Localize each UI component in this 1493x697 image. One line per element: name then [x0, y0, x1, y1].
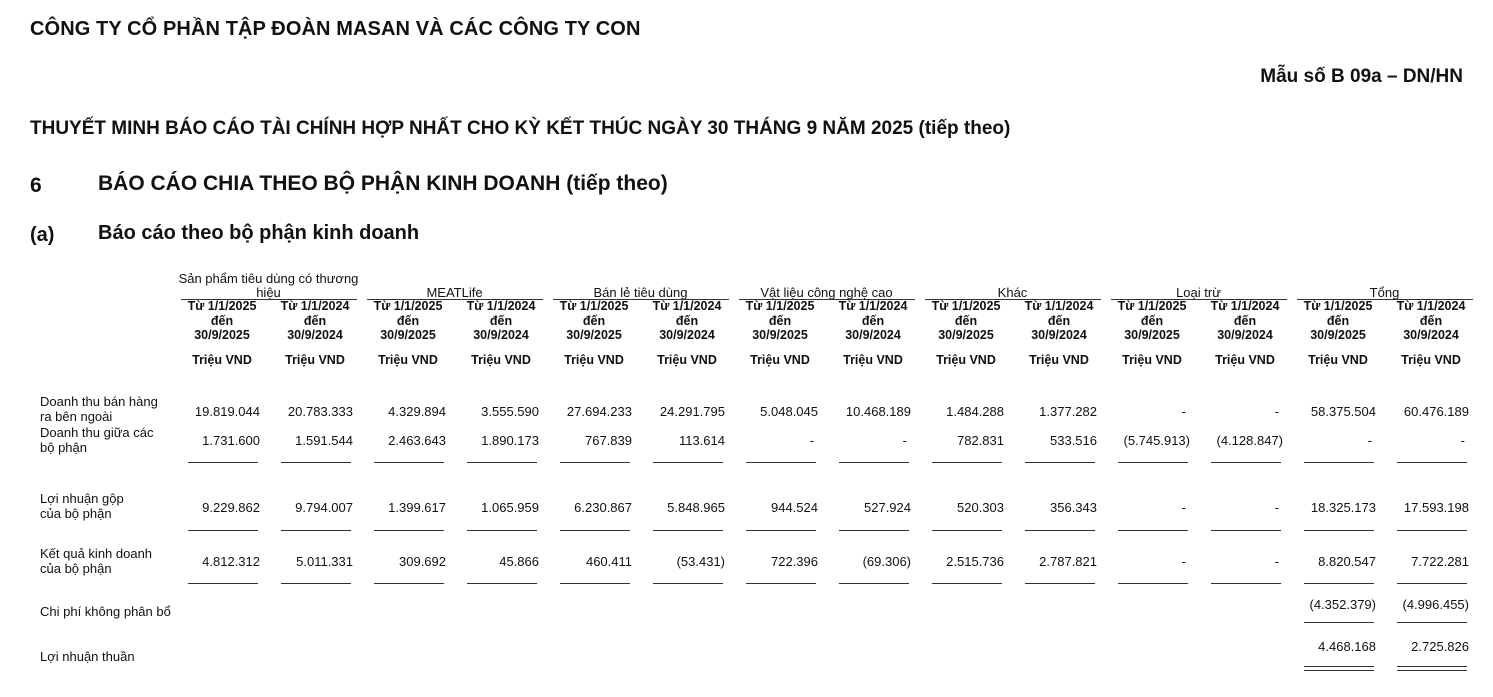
table-cell: -	[1274, 404, 1279, 419]
row-label-segment-result: Kết quả kinh doanh của bộ phận	[40, 546, 153, 576]
sum-underline	[560, 583, 630, 584]
unit-label: Triệu VND	[378, 353, 438, 367]
period-header: Từ 1/1/2024 đến 30/9/2024	[280, 299, 350, 342]
segment-header: Loại trừ	[1176, 285, 1221, 300]
sum-underline	[374, 462, 444, 463]
unit-label: Triệu VND	[285, 353, 345, 367]
unit-label: Triệu VND	[564, 353, 624, 367]
sum-underline	[560, 530, 630, 531]
unit-label: Triệu VND	[1401, 353, 1461, 367]
unit-label: Triệu VND	[843, 353, 903, 367]
table-cell: 356.343	[1050, 500, 1097, 515]
table-cell: 767.839	[585, 433, 632, 448]
row-label-inter-segment-revenue: Doanh thu giữa các bộ phận	[40, 425, 154, 455]
segment-header: Bán lẻ tiêu dùng	[593, 285, 688, 300]
table-cell: 18.325.173	[1310, 500, 1376, 515]
unit-label: Triệu VND	[936, 353, 996, 367]
table-cell: 2.787.821	[1039, 554, 1097, 569]
period-header: Từ 1/1/2024 đến 30/9/2024	[466, 299, 536, 342]
table-cell: -	[1274, 500, 1279, 515]
table-cell: 60.476.189	[1403, 404, 1469, 419]
table-cell: 722.396	[771, 554, 818, 569]
table-cell: -	[1460, 433, 1465, 448]
table-cell: 1.591.544	[295, 433, 353, 448]
subsection-number: (a)	[30, 224, 55, 246]
table-cell: 10.468.189	[845, 404, 911, 419]
sum-underline	[746, 530, 816, 531]
period-header: Từ 1/1/2025 đến 30/9/2025	[931, 299, 1001, 342]
table-cell: 8.820.547	[1318, 554, 1376, 569]
sum-underline	[1025, 462, 1095, 463]
table-cell: (4.128.847)	[1216, 433, 1283, 448]
sum-underline	[746, 583, 816, 584]
table-cell: 24.291.795	[659, 404, 725, 419]
table-cell: -	[902, 433, 907, 448]
period-header: Từ 1/1/2025 đến 30/9/2025	[1117, 299, 1187, 342]
table-cell: -	[809, 433, 814, 448]
sum-underline	[1304, 530, 1374, 531]
sum-underline	[1304, 462, 1374, 463]
period-header: Từ 1/1/2025 đến 30/9/2025	[1303, 299, 1373, 342]
sum-underline	[560, 462, 630, 463]
sum-underline	[932, 462, 1002, 463]
sum-underline	[653, 530, 723, 531]
unit-label: Triệu VND	[657, 353, 717, 367]
row-label-external-revenue: Doanh thu bán hàng ra bên ngoài	[40, 394, 158, 424]
table-cell: 1.065.959	[481, 500, 539, 515]
table-cell: 17.593.198	[1403, 500, 1469, 515]
section-title: BÁO CÁO CHIA THEO BỘ PHẬN KINH DOANH (tiếp theo)	[98, 172, 668, 195]
table-cell: (69.306)	[862, 554, 911, 569]
table-cell: 5.048.045	[760, 404, 818, 419]
period-header: Từ 1/1/2024 đến 30/9/2024	[1024, 299, 1094, 342]
table-cell: 1.890.173	[481, 433, 539, 448]
section-number: 6	[30, 174, 42, 197]
table-cell: 2.725.826	[1411, 639, 1469, 654]
company-name: CÔNG TY CỔ PHẦN TẬP ĐOÀN MASAN VÀ CÁC CÔNG TY CON	[30, 18, 641, 40]
sum-underline	[281, 583, 351, 584]
sum-underline	[1025, 583, 1095, 584]
sum-underline	[188, 583, 258, 584]
segment-header: Vật liệu công nghệ cao	[760, 285, 893, 300]
period-header: Từ 1/1/2024 đến 30/9/2024	[652, 299, 722, 342]
sum-underline	[188, 462, 258, 463]
table-cell: 944.524	[771, 500, 818, 515]
sum-underline	[281, 462, 351, 463]
table-cell: (53.431)	[676, 554, 725, 569]
segment-header: Sản phẩm tiêu dùng có thương hiệu	[178, 271, 359, 300]
subsection-title: Báo cáo theo bộ phận kinh doanh	[98, 222, 420, 244]
table-cell: 6.230.867	[574, 500, 632, 515]
sum-underline	[839, 462, 909, 463]
table-cell: 58.375.504	[1310, 404, 1376, 419]
sum-underline	[1025, 530, 1095, 531]
sum-underline	[1118, 462, 1188, 463]
table-cell: -	[1367, 433, 1372, 448]
unit-label: Triệu VND	[1308, 353, 1368, 367]
table-cell: 520.303	[957, 500, 1004, 515]
table-cell: 2.463.643	[388, 433, 446, 448]
unit-label: Triệu VND	[1122, 353, 1182, 367]
table-cell: -	[1274, 554, 1279, 569]
table-cell: -	[1181, 554, 1186, 569]
table-cell: 4.812.312	[202, 554, 260, 569]
period-header: Từ 1/1/2025 đến 30/9/2025	[373, 299, 443, 342]
period-header: Từ 1/1/2025 đến 30/9/2025	[559, 299, 629, 342]
table-cell: 20.783.333	[287, 404, 353, 419]
sum-underline	[467, 530, 537, 531]
table-cell: 527.924	[864, 500, 911, 515]
sum-underline	[839, 583, 909, 584]
sum-underline	[932, 583, 1002, 584]
table-cell: 309.692	[399, 554, 446, 569]
sum-underline	[1211, 530, 1281, 531]
sum-underline	[653, 583, 723, 584]
table-cell: 9.794.007	[295, 500, 353, 515]
table-cell: -	[1181, 500, 1186, 515]
row-label-gross-profit: Lợi nhuận gộp của bộ phận	[40, 491, 124, 521]
unit-label: Triệu VND	[1029, 353, 1089, 367]
sum-underline	[653, 462, 723, 463]
sum-underline	[1397, 530, 1467, 531]
period-header: Từ 1/1/2025 đến 30/9/2025	[745, 299, 815, 342]
sum-underline	[1118, 530, 1188, 531]
table-cell: -	[1181, 404, 1186, 419]
table-cell: 1.399.617	[388, 500, 446, 515]
period-header: Từ 1/1/2024 đến 30/9/2024	[1210, 299, 1280, 342]
sum-underline	[1304, 583, 1374, 584]
table-cell: 9.229.862	[202, 500, 260, 515]
table-cell: 1.484.288	[946, 404, 1004, 419]
row-label-net-profit: Lợi nhuận thuần	[40, 649, 135, 664]
sum-underline	[374, 583, 444, 584]
sum-underline	[1118, 583, 1188, 584]
double-underline	[1304, 666, 1374, 671]
sum-underline	[467, 583, 537, 584]
period-header: Từ 1/1/2024 đến 30/9/2024	[1396, 299, 1466, 342]
unit-label: Triệu VND	[192, 353, 252, 367]
sum-underline	[839, 530, 909, 531]
table-cell: 5.848.965	[667, 500, 725, 515]
sum-underline	[746, 462, 816, 463]
unit-label: Triệu VND	[1215, 353, 1275, 367]
table-cell: (5.745.913)	[1123, 433, 1190, 448]
table-cell: 782.831	[957, 433, 1004, 448]
table-cell: (4.352.379)	[1309, 597, 1376, 612]
table-cell: 533.516	[1050, 433, 1097, 448]
period-header: Từ 1/1/2025 đến 30/9/2025	[187, 299, 257, 342]
table-cell: 7.722.281	[1411, 554, 1469, 569]
table-cell: 2.515.736	[946, 554, 1004, 569]
sum-underline	[188, 530, 258, 531]
table-cell: 1.377.282	[1039, 404, 1097, 419]
sum-underline	[1397, 462, 1467, 463]
table-cell: (4.996.455)	[1402, 597, 1469, 612]
segment-header: Tổng	[1369, 285, 1400, 300]
sum-underline	[1397, 622, 1467, 623]
sum-underline	[374, 530, 444, 531]
sum-underline	[1211, 583, 1281, 584]
table-cell: 19.819.044	[194, 404, 260, 419]
table-cell: 3.555.590	[481, 404, 539, 419]
segment-header: MEATLife	[426, 285, 483, 300]
double-underline	[1397, 666, 1467, 671]
unit-label: Triệu VND	[750, 353, 810, 367]
row-label-unallocated-expenses: Chi phí không phân bổ	[40, 604, 171, 619]
table-cell: 27.694.233	[566, 404, 632, 419]
table-cell: 113.614	[678, 433, 725, 448]
table-cell: 45.866	[499, 554, 539, 569]
table-cell: 460.411	[585, 554, 632, 569]
sum-underline	[1397, 583, 1467, 584]
sum-underline	[1211, 462, 1281, 463]
period-header: Từ 1/1/2024 đến 30/9/2024	[838, 299, 908, 342]
table-cell: 4.468.168	[1318, 639, 1376, 654]
table-cell: 1.731.600	[202, 433, 260, 448]
sum-underline	[281, 530, 351, 531]
table-cell: 5.011.331	[296, 554, 353, 569]
unit-label: Triệu VND	[471, 353, 531, 367]
sum-underline	[467, 462, 537, 463]
sum-underline	[1304, 622, 1374, 623]
segment-header: Khác	[997, 285, 1028, 300]
notes-title: THUYẾT MINH BÁO CÁO TÀI CHÍNH HỢP NHẤT CHO KỲ KẾT THÚC NGÀY 30 THÁNG 9 NĂM 2025 (tiếp theo)	[30, 118, 1011, 139]
sum-underline	[932, 530, 1002, 531]
table-cell: 4.329.894	[388, 404, 446, 419]
form-code: Mẫu số B 09a – DN/HN	[1260, 66, 1463, 87]
